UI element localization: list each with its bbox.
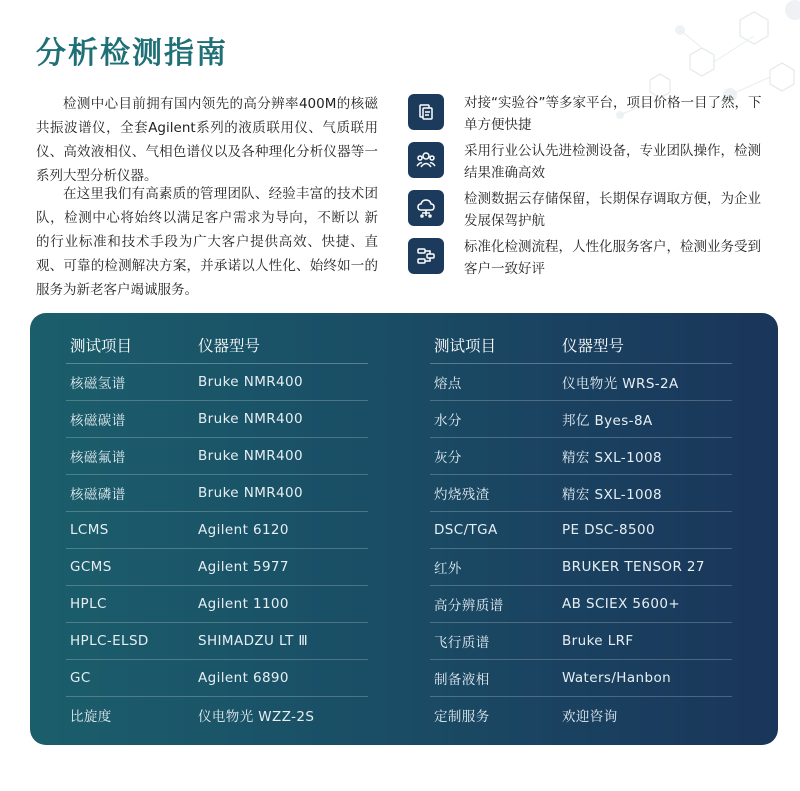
table-header — [430, 327, 732, 364]
test-item: 核磁碳谱 — [70, 413, 126, 429]
test-item: 飞行质谱 — [434, 635, 490, 651]
feature-text: 标准化检测流程，人性化服务客户，检测业务受到客户一致好评 — [464, 239, 761, 277]
instrument-model: BRUKER TENSOR 27 — [562, 559, 705, 575]
instrument-model: PE DSC-8500 — [562, 522, 655, 538]
table-row — [66, 660, 368, 697]
intro-paragraph-2: 在这里我们有高素质的管理团队、经验丰富的技术团队，检测中心将始终以满足客户需求为导向，不断以 新 的行业标准和技术手段为广大客户提供高效、快捷、直观、可靠的检测解决方案，并承诺以人性化、始终如一的服务为新老客户竭诚服务。 — [36, 186, 378, 298]
test-item: 灰分 — [434, 450, 462, 466]
feature-text: 检测数据云存储保留，长期保存调取方便，为企业发展保驾护航 — [464, 191, 761, 229]
feature-item — [408, 236, 768, 284]
test-item: 红外 — [434, 561, 462, 577]
feature-text: 对接“实验谷”等多家平台，项目价格一目了然，下单方便快捷 — [464, 95, 762, 133]
instrument-model: 精宏 SXL-1008 — [562, 450, 663, 466]
test-item: HPLC-ELSD — [70, 633, 149, 649]
table-row — [430, 364, 732, 401]
table-row — [66, 549, 368, 586]
table-row — [66, 438, 368, 475]
instrument-model: Bruke NMR400 — [198, 448, 303, 464]
table-row — [430, 660, 732, 697]
instrument-model: Bruke NMR400 — [198, 374, 303, 390]
instrument-model: Agilent 6120 — [198, 522, 289, 538]
instrument-model: Agilent 1100 — [198, 596, 289, 612]
table-row — [66, 512, 368, 549]
instrument-model: AB SCIEX 5600+ — [562, 596, 681, 612]
instrument-table-right — [430, 327, 732, 733]
instrument-model: Agilent 6890 — [198, 670, 289, 686]
test-item: GC — [70, 670, 91, 686]
page-title: 分析检测指南 — [36, 36, 228, 71]
table-row — [430, 697, 732, 733]
instrument-model: 欢迎咨询 — [562, 709, 618, 725]
instrument-model: Bruke NMR400 — [198, 411, 303, 427]
test-item: 熔点 — [434, 376, 462, 392]
instrument-model: 仪电物光 WRS-2A — [562, 376, 679, 392]
instrument-model: Waters/Hanbon — [562, 670, 672, 686]
table-row — [430, 549, 732, 586]
table-row — [430, 475, 732, 512]
instrument-table-panel — [30, 313, 778, 745]
table-row — [66, 697, 368, 733]
test-item: 比旋度 — [70, 709, 112, 725]
cloud-icon — [408, 190, 444, 226]
feature-text: 采用行业公认先进检测设备，专业团队操作，检测结果准确高效 — [464, 143, 761, 181]
test-item: 高分辨质谱 — [434, 598, 504, 614]
test-item: 核磁氢谱 — [70, 376, 126, 392]
table-header — [66, 327, 368, 364]
team-icon — [408, 142, 444, 178]
test-item: 核磁磷谱 — [70, 487, 126, 503]
table-row — [66, 623, 368, 660]
table-row — [66, 475, 368, 512]
header-test-item: 测试项目 — [434, 337, 497, 355]
test-item: 制备液相 — [434, 672, 490, 688]
header-test-item: 测试项目 — [70, 337, 133, 355]
table-row — [430, 438, 732, 475]
test-item: 灼烧残渣 — [434, 487, 490, 503]
test-item: HPLC — [70, 596, 107, 612]
instrument-model: Bruke NMR400 — [198, 485, 303, 501]
instrument-model: SHIMADZU LT Ⅲ — [198, 633, 309, 649]
instrument-table-left — [66, 327, 368, 733]
intro-paragraph-1: 检测中心目前拥有国内领先的高分辨率400M的核磁共振波谱仪，全套Agilent系列的液质联用仪、气质联用仪、高效液相仪、气相色谱仪以及各种理化分析仪器等一系列大型分析仪器。 — [36, 96, 378, 184]
table-row — [430, 512, 732, 549]
table-row — [66, 586, 368, 623]
test-item: LCMS — [70, 522, 109, 538]
feature-item — [408, 140, 768, 188]
test-item: 定制服务 — [434, 709, 490, 725]
test-item: 核磁氟谱 — [70, 450, 126, 466]
document-icon — [408, 94, 444, 130]
table-row — [430, 401, 732, 438]
table-row — [430, 623, 732, 660]
flow-icon — [408, 238, 444, 274]
table-row — [66, 401, 368, 438]
feature-item — [408, 92, 768, 140]
instrument-model: 仪电物光 WZZ-2S — [198, 709, 315, 725]
instrument-model: Bruke LRF — [562, 633, 634, 649]
table-row — [430, 586, 732, 623]
instrument-model: 邦亿 Byes-8A — [562, 413, 653, 429]
header-instrument-model: 仪器型号 — [562, 337, 625, 355]
test-item: DSC/TGA — [434, 522, 498, 538]
instrument-model: Agilent 5977 — [198, 559, 289, 575]
instrument-model: 精宏 SXL-1008 — [562, 487, 663, 503]
feature-list — [408, 92, 768, 284]
feature-item — [408, 188, 768, 236]
test-item: GCMS — [70, 559, 112, 575]
header-instrument-model: 仪器型号 — [198, 337, 261, 355]
test-item: 水分 — [434, 413, 462, 429]
table-row — [66, 364, 368, 401]
